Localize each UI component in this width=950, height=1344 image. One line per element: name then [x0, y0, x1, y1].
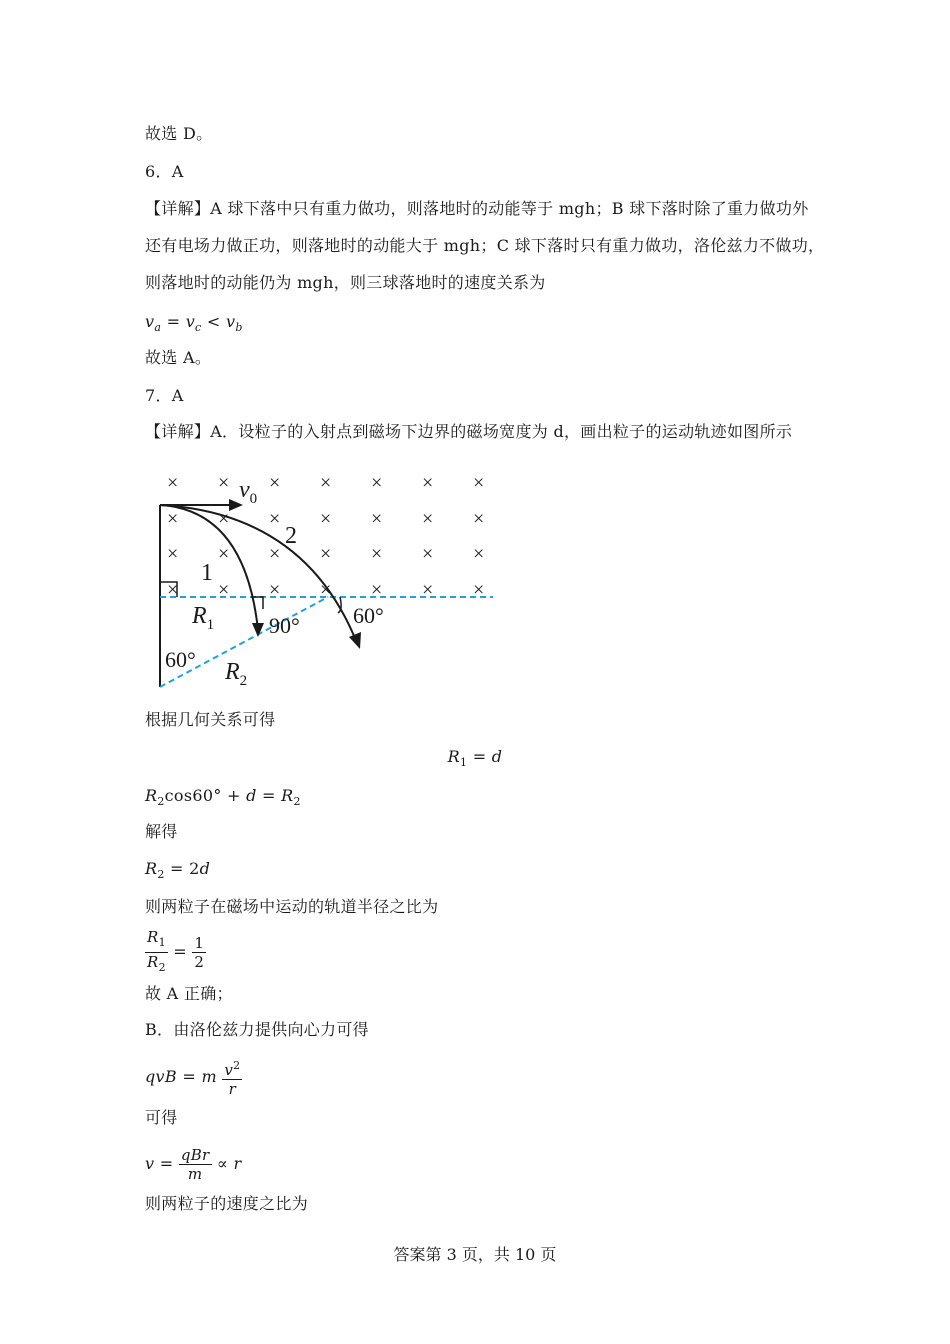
- explanation-6-line-2: 还有电场力做正功，则落地时的动能大于 mgh；C 球下落时只有重力做功，洛伦兹力不做功，: [145, 236, 825, 255]
- field-cross: ×: [422, 543, 434, 565]
- text-line-choose-a: 故选 A。: [145, 348, 212, 367]
- equation-r2-eq-2d: $R_2 = 2d$: [145, 859, 211, 882]
- text-solve: 解得: [145, 822, 178, 841]
- explanation-6-line-1: 【详解】A 球下落中只有重力做功，则落地时的动能等于 mgh；B 球下落时除了重力做功外: [145, 199, 809, 218]
- track-1-label: 1: [201, 560, 213, 586]
- field-cross: ×: [473, 508, 485, 530]
- field-cross: ×: [320, 508, 332, 530]
- field-cross: ×: [269, 543, 281, 565]
- track-2-label: 2: [285, 523, 297, 549]
- field-cross: ×: [167, 579, 179, 601]
- equation-qvb: qvB = m $\frac{v^2}{r}$: [145, 1059, 241, 1098]
- field-cross: ×: [320, 579, 332, 601]
- magnetic-field-diagram: [145, 465, 505, 705]
- field-cross: ×: [167, 472, 179, 494]
- field-cross: ×: [218, 579, 230, 601]
- angle-60-right-label: 60°: [353, 603, 384, 628]
- text-b-intro: B．由洛伦兹力提供向心力可得: [145, 1020, 369, 1039]
- field-cross: ×: [218, 543, 230, 565]
- page-footer: 答案第 3 页，共 10 页: [393, 1245, 557, 1264]
- angle-90-label: 90°: [269, 613, 300, 638]
- field-cross: ×: [473, 543, 485, 565]
- text-a-correct: 故 A 正确；: [145, 984, 233, 1003]
- text-line-1: 故选 D。: [145, 124, 213, 143]
- text-geometry: 根据几何关系可得: [145, 710, 276, 729]
- equation-r2-cos: $R_2\cos 60^\circ + d = R_2$: [145, 786, 301, 809]
- field-cross: ×: [218, 472, 230, 494]
- track-1-arrowhead: [252, 623, 264, 637]
- field-cross: ×: [371, 472, 383, 494]
- field-crosses: [167, 472, 484, 601]
- equation-radius-ratio: $\frac{R_1}{R_2}$ = $\frac{1}{2}$: [147, 928, 205, 974]
- v0-label: $v_0$: [239, 477, 258, 507]
- explanation-7-line-1: 【详解】A．设粒子的入射点到磁场下边界的磁场宽度为 d，画出粒子的运动轨迹如图所示: [145, 422, 793, 441]
- text-velocity-ratio: 则两粒子的速度之比为: [145, 1194, 309, 1213]
- explanation-6-line-3: 则落地时的动能仍为 mgh，则三球落地时的速度关系为: [145, 273, 546, 292]
- field-cross: ×: [269, 472, 281, 494]
- field-cross: ×: [269, 508, 281, 530]
- field-cross: ×: [167, 543, 179, 565]
- question-7-answer: 7．A: [145, 386, 184, 405]
- field-cross: ×: [320, 472, 332, 494]
- text-radius-ratio: 则两粒子在磁场中运动的轨道半径之比为: [145, 897, 439, 916]
- equation-velocity-relation: $v_a = v_c < v_b$: [145, 312, 243, 335]
- field-cross: ×: [371, 508, 383, 530]
- field-cross: ×: [422, 472, 434, 494]
- field-cross: ×: [422, 579, 434, 601]
- field-cross: ×: [218, 508, 230, 530]
- track-2-arrowhead: [349, 632, 361, 649]
- field-cross: ×: [167, 508, 179, 530]
- equation-r1-eq-d: $R_1 = d$: [447, 747, 503, 770]
- r2-label: $R_2$: [225, 659, 248, 689]
- equation-v-proportional: v = $\frac{\text{qBr}}{m}$ ∝ r: [145, 1146, 242, 1183]
- field-cross: ×: [320, 543, 332, 565]
- field-cross: ×: [371, 579, 383, 601]
- question-6-answer: 6．A: [145, 162, 184, 181]
- text-can-get: 可得: [145, 1108, 178, 1127]
- r1-label: $R_1$: [192, 603, 215, 633]
- angle-60-left-label: 60°: [165, 647, 196, 672]
- field-cross: ×: [269, 579, 281, 601]
- field-cross: ×: [422, 508, 434, 530]
- field-cross: ×: [371, 543, 383, 565]
- field-cross: ×: [473, 472, 485, 494]
- field-cross: ×: [473, 579, 485, 601]
